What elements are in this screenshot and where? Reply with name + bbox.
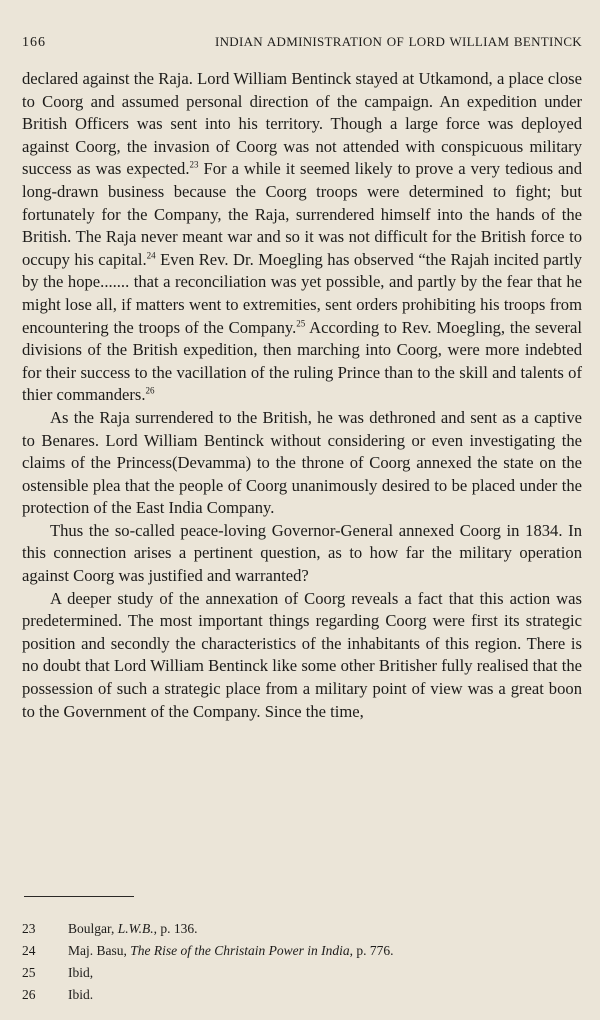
footnote-24 xyxy=(22,940,582,962)
paragraph-1 xyxy=(22,68,582,407)
footnote-text xyxy=(68,940,582,962)
footnote-page: , p. 136. xyxy=(153,921,198,936)
footnote-page: , p. 776. xyxy=(349,943,394,958)
footnote-ref-23: 23 xyxy=(189,159,199,170)
paragraph-4: A deeper study of the annexation of Coorg reveals a fact that this action was predetermined. The most important things regarding Coorg were first its strategic position and secondly the characteristics of the inhabitants of this region. There is no doubt that Lord William Bentinck like some other Britisher fully realised that the possession of such a strategic place from a military point of view was a great boon to the Government of the Company. Since the time, xyxy=(22,588,582,721)
footnote-25 xyxy=(22,962,582,984)
footnote-text xyxy=(68,984,582,1006)
footnote-ref-25: 25 xyxy=(296,318,306,328)
paragraph-1-part-1: declared against the Raja. Lord William Bentinck stayed at Utkamond, a place close to Coorg and assumed personal direction of the campaign. An expedition under British Officers was sent into his territory. Though a large force was deployed against Coorg, the invasion of Coorg was not attended with conspicuous military success as was expected. xyxy=(22,69,582,179)
page-header xyxy=(22,34,582,51)
book-page xyxy=(22,0,582,1020)
paragraph-2: As the Raja surrendered to the British, he was dethroned and sent as a captive to Benares. Lord William Bentinck without considering or even investigating the claims of the Princess(Devamma) to the throne of Coorg annexed the state on the ostensible plea that the people of Coorg unanimously desired to be placed under the protection of the East India Company. xyxy=(22,407,582,518)
footnote-text xyxy=(68,962,582,984)
footnote-number: 26 xyxy=(22,987,36,1002)
footnote-title: The Rise of the Christain Power in India xyxy=(130,943,350,958)
footnote-author: Boulgar, xyxy=(68,921,118,936)
footnote-number: 23 xyxy=(22,921,36,936)
running-title: INDIAN ADMINISTRATION OF LORD WILLIAM BENTINCK xyxy=(214,34,582,49)
footnote-text xyxy=(68,918,582,940)
body-text xyxy=(22,68,582,723)
paragraph-3: Thus the so-called peace-loving Governor-General annexed Coorg in 1834. In this connection arises a pertinent question, as to how far the military operation against Coorg was justified and warranted? xyxy=(22,520,582,586)
footnote-23 xyxy=(22,918,582,940)
footnote-title: L.W.B. xyxy=(117,921,154,936)
footnote-26 xyxy=(22,984,582,1006)
footnotes xyxy=(22,918,582,1006)
page-number: 166 xyxy=(22,35,46,50)
footnote-ref-24: 24 xyxy=(146,250,156,261)
footnote-divider xyxy=(24,896,134,897)
paragraph-1-part-3: Even Rev. Dr. Moegling has observed “the Rajah incited partly by the hope....... that a reconciliation was yet possible, and partly by the fear that he might lose all, if matters went to extremities, sent orders prohibiting his troops from encountering the troops of the Company. xyxy=(22,249,583,337)
footnote-number: 24 xyxy=(22,943,36,958)
footnote-author: Maj. Basu, xyxy=(68,943,131,958)
footnote-author: Ibid. xyxy=(68,987,94,1002)
footnote-author: Ibid, xyxy=(68,965,94,980)
paragraph-1-part-4: According to Rev. Moegling, the several divisions of the British expedition, then marching into Coorg, were more indebted for their success to the vacillation of the ruling Prince than to the skill and talents of thier commanders. xyxy=(22,317,582,405)
footnote-ref-26: 26 xyxy=(145,385,155,396)
paragraph-1-part-2: For a while it seemed likely to prove a very tedious and long-drawn business because the Coorg troops were determined to fight; but fortunately for the Company, the Raja, surrendered himself into the hands of the British. The Raja never meant war and so it was not difficult for the British force to occupy his capital. xyxy=(22,159,583,269)
footnote-number: 25 xyxy=(22,965,36,980)
